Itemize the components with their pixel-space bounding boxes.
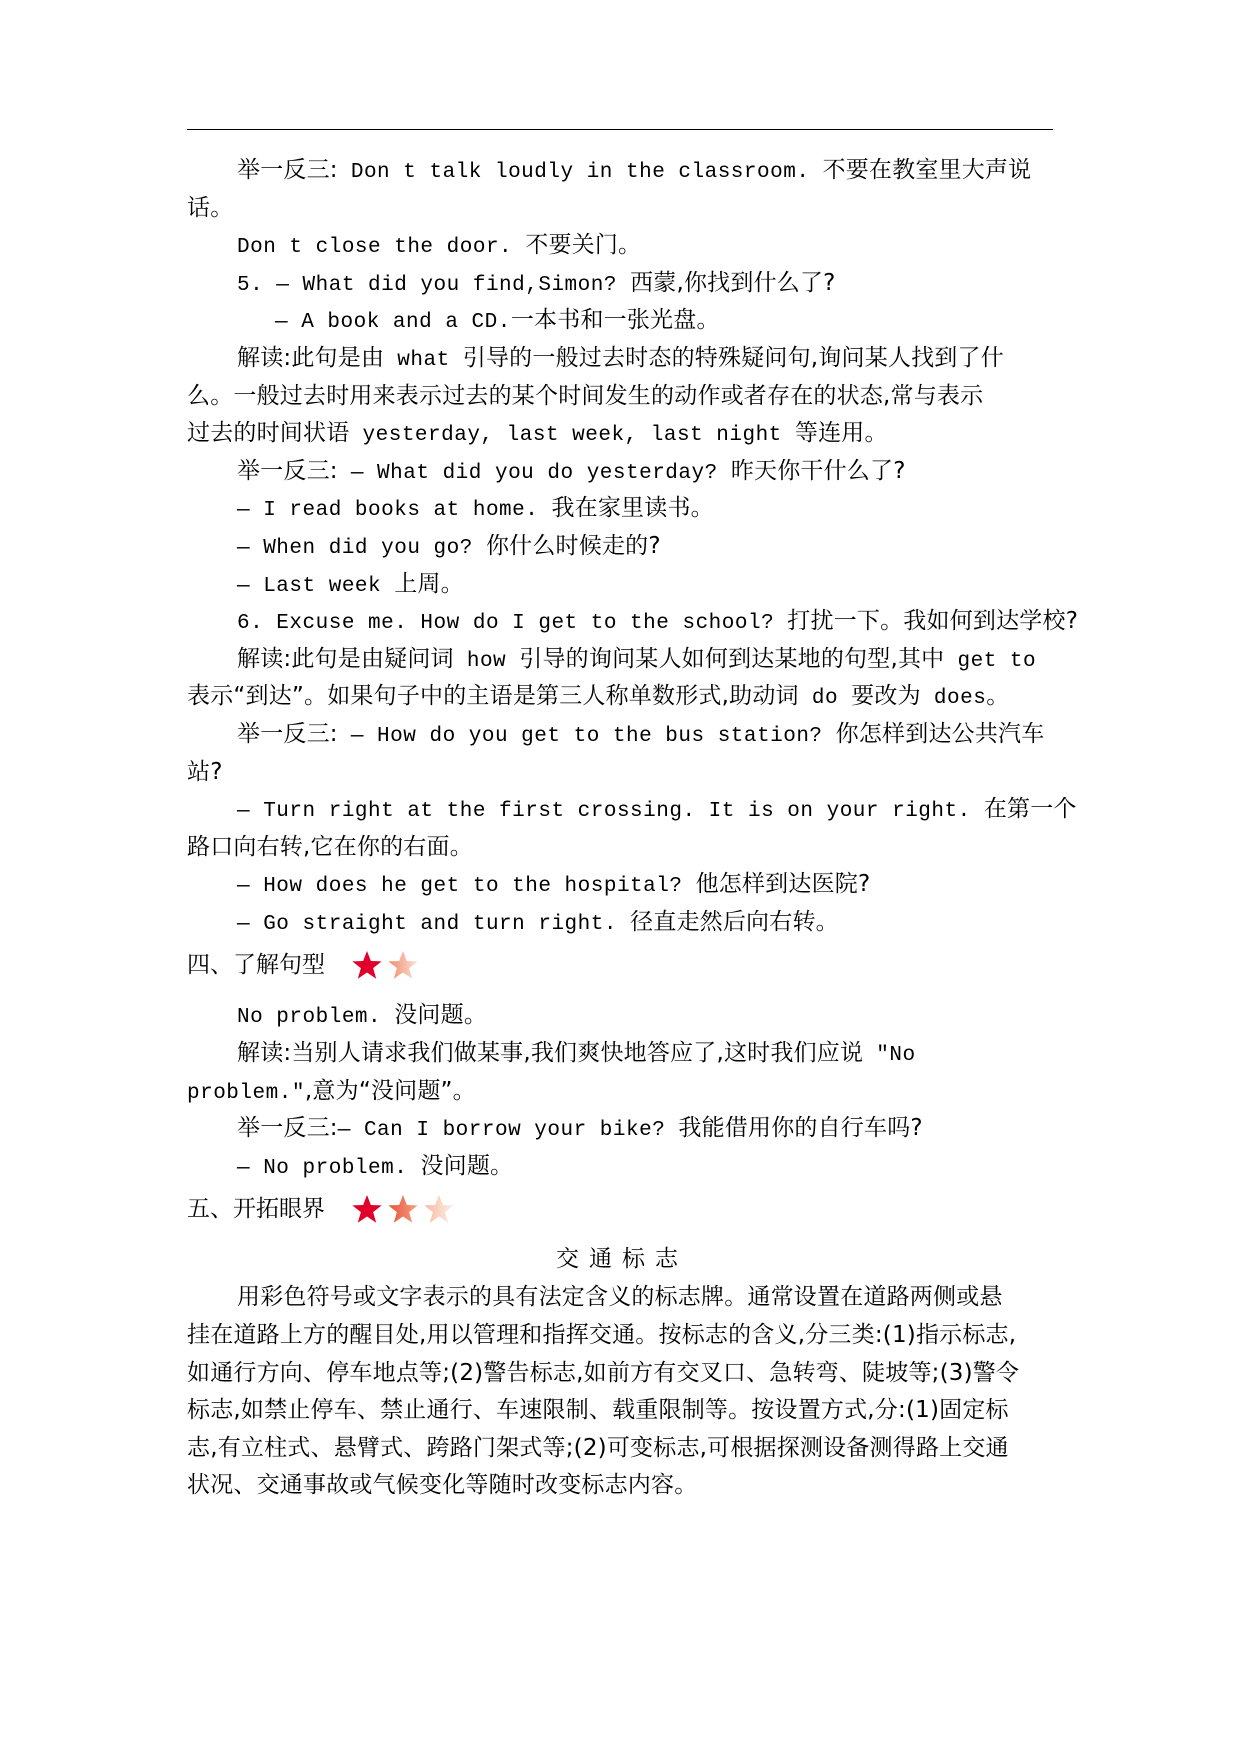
- chinese-translation: 我在家里读书。: [551, 495, 714, 522]
- english-word: do: [798, 687, 852, 711]
- chinese-text: 解读:此句是由: [237, 344, 385, 371]
- chinese-text: ,意为“没问题”。: [304, 1077, 476, 1104]
- chinese-translation: 打扰一下。我如何到达学校?: [787, 608, 1079, 635]
- section-heading-5: [187, 1185, 1057, 1233]
- text-line: [187, 566, 1057, 604]
- label-example: 举一反三:: [237, 157, 338, 183]
- english-sentence: — What did you do yesterday?: [337, 461, 731, 485]
- text-line: [187, 528, 1057, 566]
- chinese-translation: 在第一个: [983, 796, 1077, 823]
- paragraph-text: 状况、交通事故或气候变化等随时改变标志内容。: [187, 1472, 698, 1499]
- text-line: [187, 791, 1077, 829]
- text-line: [187, 378, 1057, 416]
- english-sentence: — No problem.: [237, 1156, 421, 1180]
- document-body: [187, 152, 1079, 1505]
- english-sentence: — Can I borrow your bike?: [337, 1119, 679, 1143]
- english-sentence: — Turn right at the first crossing. It is on your right.: [237, 800, 984, 824]
- chinese-translation: 他怎样到达医院?: [695, 871, 871, 898]
- text-line: [187, 415, 1057, 453]
- english-word: what: [384, 348, 463, 372]
- text-line: [187, 678, 1057, 716]
- chinese-text: 引导的询问某人如何到达某地的句型,其中: [519, 645, 945, 672]
- chinese-translation: 西蒙,你找到什么了?: [630, 269, 836, 296]
- paragraph-text: 挂在道路上方的醒目处,用以管理和指挥交通。按标志的含义,分三类:(1)指示标志,: [187, 1322, 1017, 1349]
- english-word: does: [920, 687, 987, 711]
- english-word: how: [453, 649, 520, 673]
- english-word: get to: [944, 649, 1037, 673]
- text-line: [187, 1430, 1057, 1468]
- chinese-text: 么。一般过去时用来表示过去的某个时间发生的动作或者存在的状态,常与表示: [187, 382, 984, 409]
- text-line: [187, 716, 1057, 754]
- chinese-translation: 昨天你干什么了?: [730, 457, 906, 484]
- text-line: [187, 190, 1057, 228]
- paragraph-text: 用彩色符号或文字表示的具有法定含义的标志牌。通常设置在道路两侧或悬: [237, 1284, 1003, 1311]
- chinese-translation: 上周。: [394, 570, 464, 597]
- chinese-text: 站?: [187, 758, 223, 785]
- english-sentence: Don t close the door.: [237, 236, 526, 260]
- chinese-text: 要改为: [851, 683, 921, 710]
- english-word: "No: [863, 1044, 916, 1068]
- section-title: 五、开拓眼界: [187, 1196, 325, 1223]
- english-sentence: — When did you go?: [237, 536, 486, 560]
- section-heading-4: [187, 941, 1057, 989]
- english-word: yesterday, last week, last night: [349, 424, 795, 448]
- text-line: [187, 754, 1057, 792]
- label-example: 举一反三:: [237, 457, 338, 484]
- chinese-translation: 不要关门。: [525, 232, 642, 259]
- paragraph-text: 标志,如禁止停车、禁止通行、车速限制、载重限制等。按设置方式,分:(1)固定标: [187, 1397, 1009, 1424]
- chinese-text: 表示“到达”。如果句子中的主语是第三人称单数形式,助动词: [187, 683, 799, 710]
- text-line: [187, 1392, 1057, 1430]
- section-title: 四、了解句型: [187, 952, 325, 979]
- english-sentence: Don t talk loudly in the classroom.: [337, 161, 823, 184]
- text-line: [187, 490, 1057, 528]
- chinese-translation: 不要在教室里大声说: [822, 157, 1032, 183]
- text-line: [187, 340, 1057, 378]
- article-title: 交通标志: [556, 1246, 688, 1273]
- chinese-translation: 我能借用你的自行车吗?: [678, 1115, 923, 1142]
- chinese-text: 路口向右转,它在你的右面。: [187, 833, 473, 860]
- chinese-text: 话。: [187, 194, 234, 221]
- text-line: [187, 1355, 1057, 1393]
- text-line: [187, 997, 1057, 1035]
- chinese-translation: 没问题。: [420, 1152, 514, 1179]
- text-line: [187, 227, 1057, 265]
- english-sentence: — Go straight and turn right.: [237, 912, 631, 936]
- star-icon: [387, 949, 419, 981]
- chinese-text: 等连用。: [794, 420, 888, 447]
- english-sentence: 5. — What did you find,Simon?: [237, 273, 631, 297]
- text-line: [187, 904, 1057, 942]
- chinese-text: 解读:此句是由疑问词: [237, 645, 454, 672]
- chinese-translation: 一本书和一张光盘。: [510, 307, 720, 334]
- text-line: [187, 1035, 1057, 1073]
- english-sentence: — How does he get to the hospital?: [237, 875, 696, 899]
- paragraph-text: 志,有立柱式、悬臂式、跨路门架式等;(2)可变标志,可根据探测设备测得路上交通: [187, 1434, 1009, 1461]
- text-line: [187, 1279, 1057, 1317]
- english-word: problem.": [187, 1081, 305, 1105]
- label-example: 举一反三:: [237, 720, 338, 747]
- chinese-text: 解读:当别人请求我们做某事,我们爽快地答应了,这时我们应说: [237, 1040, 864, 1067]
- text-line: [187, 866, 1057, 904]
- english-sentence: No problem.: [237, 1006, 395, 1030]
- text-line: [187, 1110, 1057, 1148]
- english-sentence: — I read books at home.: [237, 499, 552, 523]
- header-rule: [187, 129, 1053, 130]
- difficulty-stars: [351, 1193, 455, 1225]
- text-line: [187, 1467, 1057, 1505]
- text-line: [187, 603, 1079, 641]
- chinese-translation: 径直走然后向右转。: [630, 908, 839, 935]
- chinese-text: 。: [986, 683, 1010, 710]
- star-icon: [387, 1193, 419, 1225]
- text-line: [187, 152, 1057, 190]
- difficulty-stars: [351, 949, 419, 981]
- chinese-translation: 你什么时候走的?: [485, 532, 661, 559]
- text-line: [187, 1317, 1057, 1355]
- text-line: [187, 1148, 1057, 1186]
- text-line: [187, 265, 1057, 303]
- english-sentence: — How do you get to the bus station?: [337, 724, 836, 748]
- text-line: [187, 829, 1057, 867]
- paragraph-text: 如通行方向、停车地点等;(2)警告标志,如前方有交叉口、急转弯、陡坡等;(3)警令: [187, 1359, 1020, 1386]
- english-sentence: — A book and a CD.: [275, 311, 511, 335]
- english-sentence: 6. Excuse me. How do I get to the school?: [237, 612, 788, 636]
- chinese-translation: 你怎样到达公共汽车: [835, 720, 1045, 747]
- chinese-text: 过去的时间状语: [187, 420, 350, 447]
- star-icon: [351, 949, 383, 981]
- label-example: 举一反三:: [237, 1115, 338, 1142]
- english-sentence: — Last week: [237, 574, 395, 598]
- chinese-text: 引导的一般过去时态的特殊疑问句,询问某人找到了什: [462, 344, 1004, 371]
- star-icon: [423, 1193, 455, 1225]
- text-line: [187, 1073, 1057, 1111]
- chinese-translation: 没问题。: [394, 1002, 488, 1029]
- text-line: [187, 641, 1057, 679]
- text-line: [187, 302, 1057, 340]
- star-icon: [351, 1193, 383, 1225]
- text-line: [187, 453, 1057, 491]
